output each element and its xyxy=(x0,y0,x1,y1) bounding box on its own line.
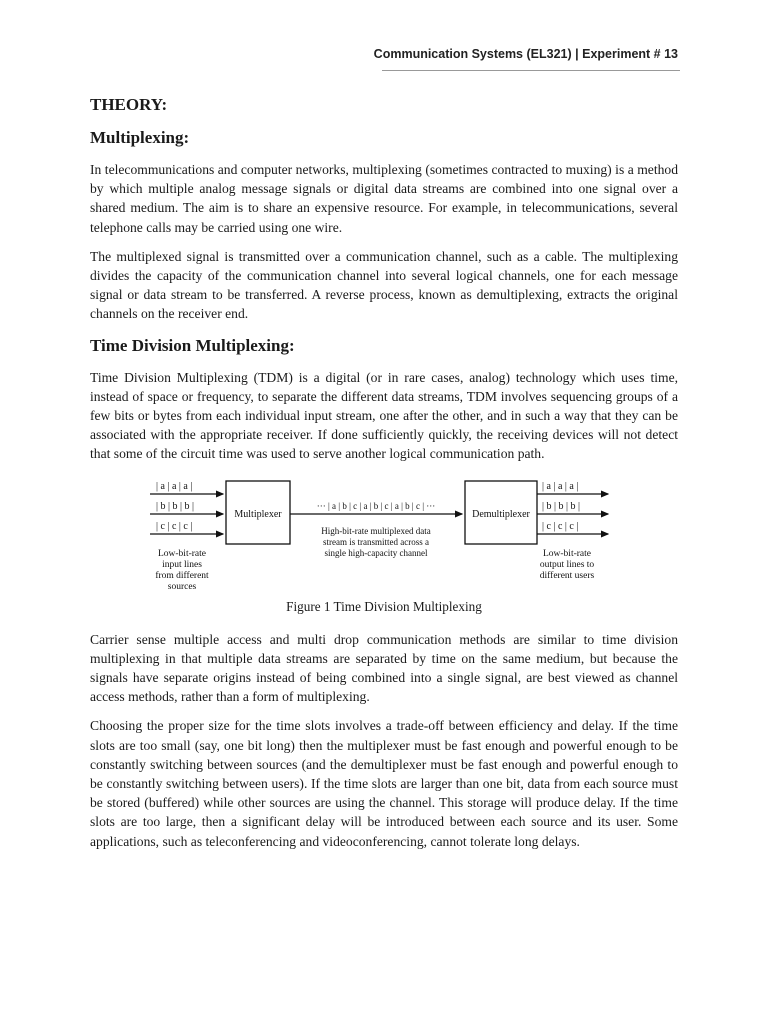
channel-stream: ··· | a | b | c | a | b | c | a | b | c | ··· xyxy=(316,500,436,511)
page-header xyxy=(374,47,678,61)
header-separator: | xyxy=(575,47,579,61)
figure-caption: Figure 1 Time Division Multiplexing xyxy=(286,598,482,614)
demultiplexer-label: Demultiplexer xyxy=(472,508,530,520)
output-stream-b: | b | b | b | xyxy=(542,500,581,512)
paragraph: The multiplexed signal is transmitted over a communication channel, such as a cable. The multiplexing divides the capacity of the communication channel into several logical channels, one for each message signal or data stream to be transferred. A reverse process, known as demultiplexing, extracts the original channels on the receiver end. xyxy=(90,248,678,322)
paragraph: Carrier sense multiple access and multi drop communication methods are similar to time division multiplexing in that multiple data streams are separated by time on the same medium, but because the signals have separate origins instead of being combined into a single signal, are best viewed as channel access methods, rather than a form of multiplexing. xyxy=(90,631,678,705)
theory-heading: THEORY: xyxy=(90,95,168,114)
output-stream-c: | c | c | c | xyxy=(542,520,579,532)
input-stream-b: | b | b | b | xyxy=(156,500,195,512)
tdm-diagram xyxy=(140,474,615,594)
input-stream-a: | a | a | a | xyxy=(156,480,193,492)
paragraph: Choosing the proper size for the time slots involves a trade-off between efficiency and delay. If the time slots are too small (say, one bit long) then the multiplexer must be fast enough and powerful enough to be constantly switching between sources (and the demultiplexer must be fast enough and powerful enough to be constantly switching between users). If the time slots are larger than one bit, data from each source must be stored (buffered) while other sources are using the channel. This storage will produce delay. If the time slots are too large, then a significant delay will be introduced between each source and its user. Some applications, such as teleconferencing and videoconferencing, cannot tolerate long delays. xyxy=(90,718,678,849)
document-body xyxy=(90,94,678,861)
input-caption-line-4: sources xyxy=(167,581,197,592)
course-title: Communication Systems (EL321) xyxy=(373,47,572,61)
output-caption-line-2: output lines to xyxy=(539,559,595,570)
header-rule xyxy=(382,70,680,71)
output-caption-line-3: different users xyxy=(539,570,595,581)
section-heading-tdm: Time Division Multiplexing: xyxy=(90,335,295,355)
output-stream-a: | a | a | a | xyxy=(542,480,579,492)
output-caption-line-1: Low-bit-rate xyxy=(542,548,592,559)
tdm-figure xyxy=(90,474,678,596)
paragraph: Time Division Multiplexing (TDM) is a digital (or in rare cases, analog) technology which uses time, instead of space or frequency, to separate the different data streams, TDM involves sequencing groups of a few bits or bytes from each individual input stream, one after the other, and in such a way that they can be associated with the appropriate receiver. If done sufficiently quickly, the receiving devices will not detect that some of the circuit time was used to serve another logical communication path. xyxy=(90,369,678,462)
input-caption-line-1: Low-bit-rate xyxy=(157,548,207,559)
paragraph: In telecommunications and computer networks, multiplexing (sometimes contracted to muxing) is a method by which multiple analog message signals or digital data streams are combined into one signal over a shared medium. The aim is to share an expensive resource. For example, in telecommunications, several telephone calls may be carried using one wire. xyxy=(90,162,678,235)
channel-caption-line-3: single high-capacity channel xyxy=(324,547,428,558)
multiplexer-label: Multiplexer xyxy=(234,508,282,520)
input-caption-line-2: input lines xyxy=(162,559,202,570)
input-caption-line-3: from different xyxy=(155,570,209,581)
input-stream-c: | c | c | c | xyxy=(156,520,193,532)
channel-caption-line-1: High-bit-rate multiplexed data xyxy=(321,525,431,536)
section-heading-multiplexing: Multiplexing: xyxy=(90,128,190,147)
channel-caption-line-2: stream is transmitted across a xyxy=(323,536,429,547)
experiment-number: Experiment # 13 xyxy=(582,47,678,61)
